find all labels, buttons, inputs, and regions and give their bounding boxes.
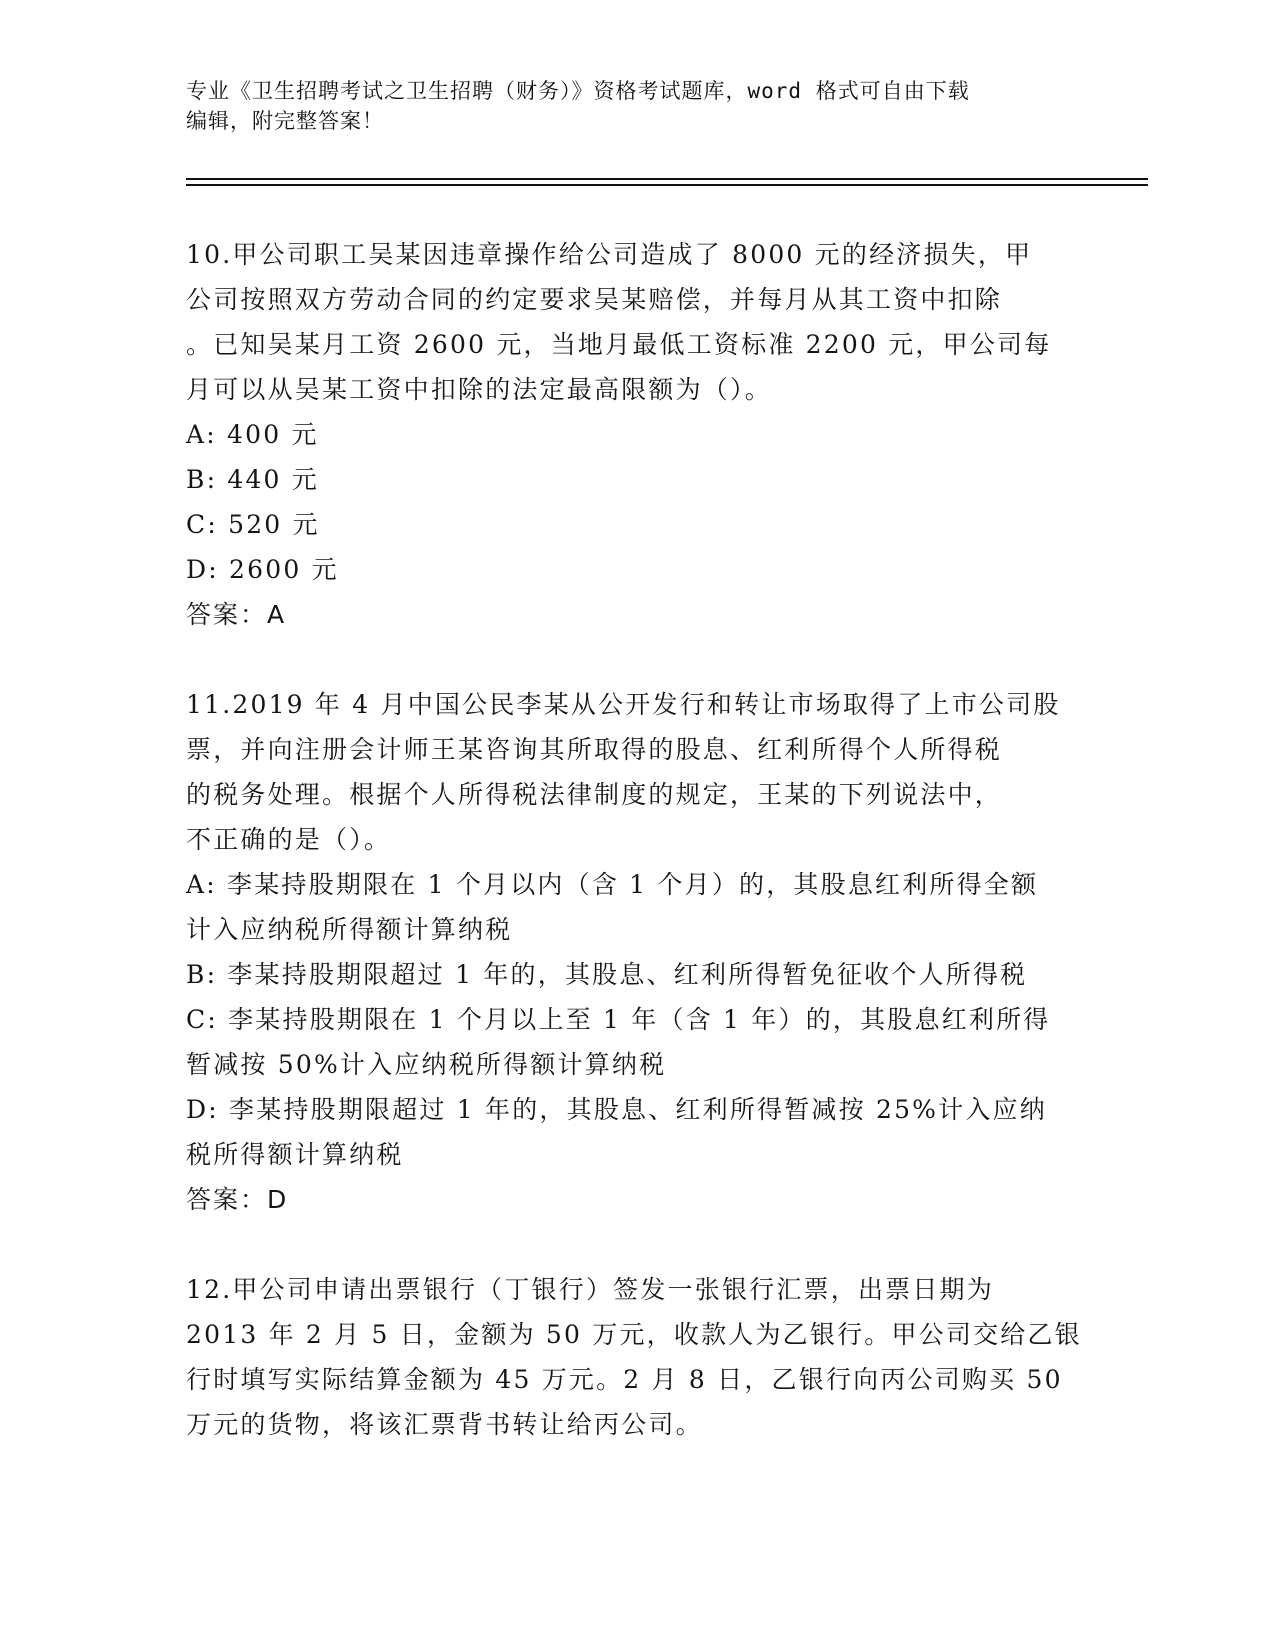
question-stem-line: 月可以从吴某工资中扣除的法定最高限额为（）。 [186,375,772,404]
option-c-continued: 暂减按 50%计入应纳税所得额计算纳税 [186,1050,667,1079]
header-line-2: 编辑，附完整答案！ [186,109,384,133]
question-spacer [186,1222,1086,1267]
question-list [186,232,1086,1447]
question-stem-line: 11.2019 年 4 月中国公民李某从公开发行和转让市场取得了上市公司股 [186,690,1061,719]
question-11 [186,682,1086,1222]
question-10 [186,232,1086,637]
question-stem-line: 12.甲公司申请出票银行（丁银行）签发一张银行汇票，出票日期为 [186,1275,994,1304]
question-stem-line: 不正确的是（）。 [186,825,392,854]
question-stem-line: 公司按照双方劳动合同的约定要求吴某赔偿，并每月从其工资中扣除 [186,285,1003,314]
option-c: C: 520 元 [186,510,320,539]
option-a: A: 李某持股期限在 1 个月以内（含 1 个月）的，其股息红利所得全额 [186,870,1039,899]
document-header [186,76,1086,136]
option-b: B: 李某持股期限超过 1 年的，其股息、红利所得暂免征收个人所得税 [186,960,1028,989]
option-a-continued: 计入应纳税所得额计算纳税 [186,915,513,944]
question-stem-line: 10.甲公司职工吴某因违章操作给公司造成了 8000 元的经济损失，甲 [186,240,1033,269]
option-c: C: 李某持股期限在 1 个月以上至 1 年（含 1 年）的，其股息红利所得 [186,1005,1051,1034]
answer-label: 答案：A [186,600,287,629]
option-a: A: 400 元 [186,420,319,449]
question-stem-line: 万元的货物，将该汇票背书转让给丙公司。 [186,1410,703,1439]
header-divider-bottom [186,184,1148,186]
answer-label: 答案：D [186,1185,289,1214]
question-stem-line: 票，并向注册会计师王某咨询其所取得的股息、红利所得个人所得税 [186,735,1003,764]
option-d: D: 2600 元 [186,555,339,584]
question-stem-line: 2013 年 2 月 5 日，金额为 50 万元，收款人为乙银行。甲公司交给乙银 [186,1320,1082,1349]
question-stem-line: 的税务处理。根据个人所得税法律制度的规定，王某的下列说法中， [186,780,1003,809]
option-b: B: 440 元 [186,465,320,494]
question-spacer [186,637,1086,682]
question-stem-line: 。已知吴某月工资 2600 元，当地月最低工资标准 2200 元，甲公司每 [186,330,1052,359]
question-stem-line: 行时填写实际结算金额为 45 万元。2 月 8 日，乙银行向丙公司购买 50 [186,1365,1063,1394]
question-12 [186,1267,1086,1447]
header-divider-top [186,178,1148,180]
option-d: D: 李某持股期限超过 1 年的，其股息、红利所得暂减按 25%计入应纳 [186,1095,1047,1124]
option-d-continued: 税所得额计算纳税 [186,1140,404,1169]
header-line-1: 专业《卫生招聘考试之卫生招聘（财务）》资格考试题库，word 格式可自由下载 [186,79,970,103]
